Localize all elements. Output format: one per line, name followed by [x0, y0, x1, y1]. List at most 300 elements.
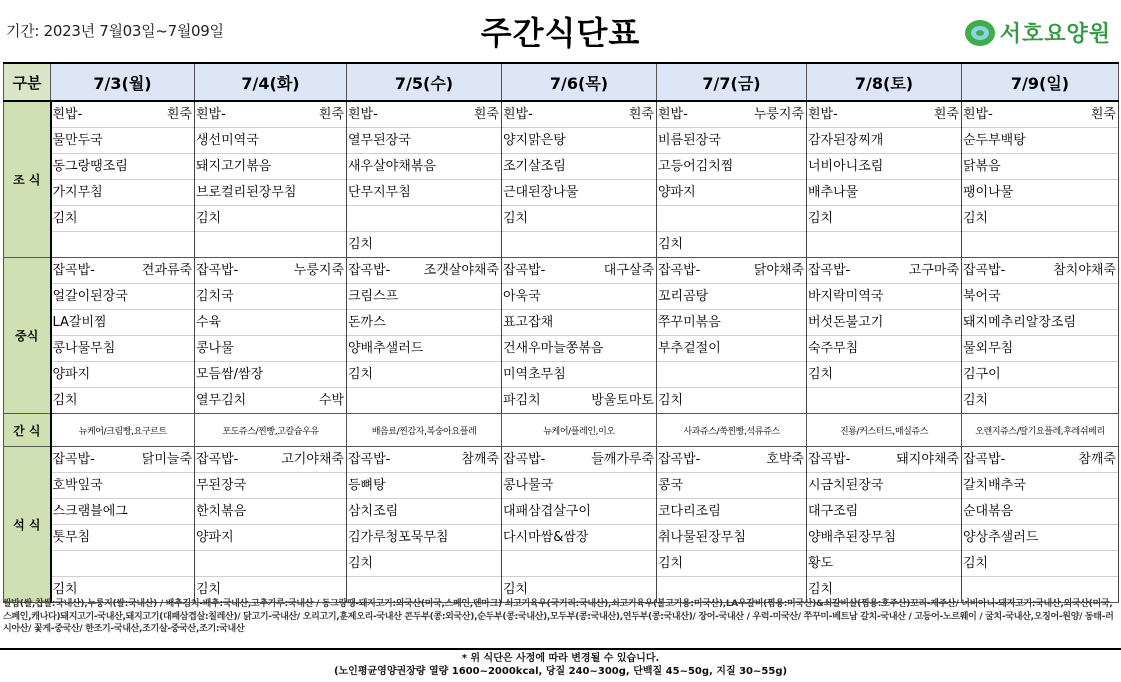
logo-icon [965, 20, 995, 46]
menu-item-name: 표고잡채 [503, 315, 554, 330]
menu-item-name: 생선미역국 [196, 133, 259, 148]
menu-item [657, 102, 806, 128]
menu-item-name: 양지맑은탕 [503, 133, 566, 148]
menu-cell [962, 447, 1119, 603]
menu-item-extra: 조갯살야채죽 [423, 263, 499, 278]
menu-item [347, 551, 501, 577]
menu-item-name: 김치 [503, 582, 529, 597]
menu-item-name: 호박잎국 [52, 478, 103, 493]
menu-item [657, 447, 806, 473]
meal-label: 간 식 [4, 414, 51, 447]
day-header: 7/8(토) [807, 63, 962, 101]
menu-item [807, 310, 961, 336]
menu-item [962, 128, 1118, 154]
menu-item [347, 258, 501, 284]
menu-body [4, 101, 1119, 603]
menu-item-extra: 호박죽 [766, 452, 804, 467]
menu-item-name: 돼지고기볶음 [196, 159, 272, 174]
meal-label: 중식 [4, 258, 51, 414]
menu-item-name: 숙주무침 [808, 341, 859, 356]
menu-item-name: 버섯돈불고기 [808, 315, 884, 330]
menu-item [347, 284, 501, 310]
menu-item-name: 닭볶음 [963, 159, 1001, 174]
menu-item-name: 양상추샐러드 [963, 530, 1039, 545]
menu-item-extra: 돼지야채죽 [896, 452, 959, 467]
menu-item [962, 336, 1118, 362]
menu-item-extra: 누룽지죽 [293, 263, 344, 278]
menu-item [962, 388, 1118, 413]
menu-item [502, 473, 656, 499]
menu-item [347, 388, 501, 413]
menu-item-extra: 흰죽 [933, 107, 959, 122]
menu-item [807, 284, 961, 310]
menu-item-name: 김치 [808, 211, 834, 226]
menu-item [962, 154, 1118, 180]
menu-item [807, 499, 961, 525]
menu-item-name: 한치볶음 [196, 504, 247, 519]
menu-item-extra: 닭야채죽 [753, 263, 804, 278]
menu-item [502, 180, 656, 206]
menu-cell [195, 101, 347, 258]
menu-item [657, 388, 806, 413]
menu-cell [347, 258, 502, 414]
menu-item-name: 브로컬리된장무침 [196, 185, 297, 200]
menu-item-name: 동그랑땡조림 [52, 159, 128, 174]
meal-label: 조 식 [4, 101, 51, 258]
menu-item-name: 코다리조림 [658, 504, 721, 519]
menu-item [807, 128, 961, 154]
menu-item-name: 김치 [52, 582, 78, 597]
menu-item [962, 206, 1118, 232]
menu-item [657, 284, 806, 310]
menu-cell [962, 258, 1119, 414]
menu-item [807, 258, 961, 284]
menu-item-name: 갈치배추국 [963, 478, 1026, 493]
menu-item-extra: 흰죽 [473, 107, 499, 122]
menu-item [195, 102, 346, 128]
menu-item-name: 비름된장국 [658, 133, 721, 148]
menu-cell [347, 447, 502, 603]
menu-item-name: 잡곡밥- [348, 452, 391, 467]
menu-item-name: 감자된장찌개 [808, 133, 884, 148]
menu-item-name: 쭈꾸미볶음 [658, 315, 721, 330]
menu-item-name: 다시마쌈&쌈장 [503, 530, 589, 545]
menu-item [502, 128, 656, 154]
menu-item [52, 284, 195, 310]
menu-item [195, 232, 346, 257]
menu-item-name: 콩나물무침 [52, 341, 116, 356]
menu-item [657, 473, 806, 499]
menu-item-name: 흰밥- [348, 107, 378, 122]
menu-item [962, 232, 1118, 257]
menu-item [807, 388, 961, 413]
menu-item [347, 154, 501, 180]
menu-item [657, 310, 806, 336]
menu-item-name: 가지무침 [52, 185, 103, 200]
menu-item [962, 310, 1118, 336]
menu-item [502, 154, 656, 180]
menu-item [195, 206, 346, 232]
menu-item-name: 대구조림 [808, 504, 859, 519]
menu-item [807, 551, 961, 577]
menu-item-name: 순대볶음 [963, 504, 1014, 519]
snack-cell: 오렌지쥬스/딸기요플레,후레쉬베리 [962, 414, 1119, 447]
logo [965, 17, 1111, 48]
menu-cell [502, 101, 657, 258]
menu-item-name: 김치 [348, 556, 374, 571]
menu-item [962, 284, 1118, 310]
menu-item-name: 아욱국 [503, 289, 541, 304]
menu-item [807, 447, 961, 473]
snack-cell: 뉴케어/플레인,이오 [502, 414, 657, 447]
menu-item [195, 525, 346, 551]
menu-item-name: 얼갈이된장국 [52, 289, 128, 304]
menu-item [347, 232, 501, 257]
menu-item-name: 잡곡밥- [196, 452, 239, 467]
menu-item [347, 499, 501, 525]
menu-item-name: 김치 [348, 237, 374, 252]
menu-cell [347, 101, 502, 258]
menu-item-name: 바지락미역국 [808, 289, 884, 304]
menu-item-name: 북어국 [963, 289, 1001, 304]
menu-item [195, 336, 346, 362]
menu-item-name: 흰밥- [963, 107, 993, 122]
menu-item-name: 김치 [658, 393, 684, 408]
menu-item-name: 양파지 [658, 185, 696, 200]
menu-cell [657, 258, 807, 414]
menu-item [347, 102, 501, 128]
menu-item [807, 102, 961, 128]
menu-item [195, 284, 346, 310]
menu-item-name: 잡곡밥- [52, 263, 95, 278]
menu-item-name: 순두부백탕 [963, 133, 1026, 148]
menu-item [52, 206, 195, 232]
menu-item-name: 김치 [963, 556, 989, 571]
menu-item-extra: 흰죽 [318, 107, 344, 122]
menu-item-name: 흰밥- [808, 107, 838, 122]
menu-item-name: 물만두국 [52, 133, 103, 148]
menu-item [502, 525, 656, 551]
menu-item-name: 김치 [348, 367, 374, 382]
menu-item-name: 김치 [808, 367, 834, 382]
menu-item-name: 김치 [963, 393, 989, 408]
menu-item-name: 김치 [658, 237, 684, 252]
menu-item [347, 336, 501, 362]
menu-item-name: 김치 [503, 211, 529, 226]
menu-item [52, 473, 195, 499]
menu-item-extra: 참깨죽 [461, 452, 499, 467]
menu-cell [657, 447, 807, 603]
menu-item-name: 김치 [196, 211, 222, 226]
menu-item-name: 잡곡밥- [348, 263, 391, 278]
menu-item-extra: 흰죽 [166, 107, 192, 122]
menu-item [195, 362, 346, 388]
menu-item [657, 154, 806, 180]
menu-item-extra: 견과류죽 [141, 263, 192, 278]
menu-item-name: 양배추된장무침 [808, 530, 896, 545]
menu-item-extra: 들깨가루죽 [591, 452, 654, 467]
menu-item-name: 돼지메추리알장조림 [963, 315, 1077, 330]
menu-item-name: 근대된장나물 [503, 185, 579, 200]
menu-item-name: 모듬쌈/쌈장 [196, 367, 264, 382]
menu-item [962, 473, 1118, 499]
menu-item [52, 102, 195, 128]
menu-item-name: 김치 [963, 211, 989, 226]
menu-item-name: 양파지 [196, 530, 234, 545]
menu-item-name: 배추나물 [808, 185, 859, 200]
menu-item [962, 551, 1118, 577]
menu-item [962, 258, 1118, 284]
menu-item-name: 흰밥- [658, 107, 688, 122]
menu-item-name: 미역초무침 [503, 367, 566, 382]
menu-item-name: 열무된장국 [348, 133, 411, 148]
menu-item [807, 232, 961, 257]
menu-item [195, 388, 346, 413]
menu-item-extra: 닭미늘죽 [141, 452, 192, 467]
day-header: 7/3(월) [51, 63, 195, 101]
menu-item [502, 388, 656, 413]
menu-item-name: 잡곡밥- [503, 452, 546, 467]
menu-item [807, 154, 961, 180]
menu-item-name: 흰밥- [503, 107, 533, 122]
menu-item-name: 흰밥- [196, 107, 226, 122]
menu-item-name: 건새우마늘쫑볶음 [503, 341, 604, 356]
menu-item-name: 김치국 [196, 289, 234, 304]
menu-item-name: 잡곡밥- [808, 452, 851, 467]
menu-item-extra: 흰죽 [1090, 107, 1116, 122]
menu-item [347, 206, 501, 232]
menu-item [962, 525, 1118, 551]
category-header: 구분 [4, 63, 51, 101]
menu-item [657, 232, 806, 257]
menu-item-name: 스크램블에그 [52, 504, 128, 519]
menu-item [195, 447, 346, 473]
meal-row [4, 258, 1119, 414]
menu-item [347, 362, 501, 388]
menu-item [347, 310, 501, 336]
menu-item [502, 499, 656, 525]
meal-row [4, 414, 1119, 447]
menu-item-name: 김치 [658, 556, 684, 571]
menu-item-name: 잡곡밥- [808, 263, 851, 278]
menu-item [52, 336, 195, 362]
menu-cell [502, 447, 657, 603]
menu-item-name: 무된장국 [196, 478, 247, 493]
menu-item-name: 삼치조림 [348, 504, 399, 519]
menu-item-extra: 수박 [318, 393, 344, 408]
menu-item-extra: 누룽지죽 [753, 107, 804, 122]
page-title: 주간식단표 [480, 14, 641, 52]
menu-cell [195, 447, 347, 603]
menu-item [962, 447, 1118, 473]
menu-item-name: 톳무침 [52, 530, 91, 545]
notes [0, 648, 1121, 678]
menu-item-name: 잡곡밥- [503, 263, 546, 278]
meal-label: 석 식 [4, 447, 51, 603]
menu-item-extra: 흰죽 [628, 107, 654, 122]
menu-item [657, 499, 806, 525]
menu-cell [807, 258, 962, 414]
menu-item-name: 단무지무침 [348, 185, 411, 200]
menu-item [195, 180, 346, 206]
menu-item [502, 447, 656, 473]
change-notice: * 위 식단은 사정에 따라 변경될 수 있습니다. [461, 653, 660, 664]
menu-item-extra: 대구살죽 [603, 263, 654, 278]
menu-item [195, 473, 346, 499]
meal-row [4, 101, 1119, 258]
menu-item-name: 꼬리곰탕 [658, 289, 709, 304]
menu-item [502, 362, 656, 388]
menu-item [807, 336, 961, 362]
menu-item [657, 128, 806, 154]
menu-item [195, 258, 346, 284]
menu-item-name: 대패삼겹살구이 [503, 504, 591, 519]
menu-item-extra: 참깨죽 [1078, 452, 1116, 467]
menu-item-extra: 고기야채죽 [281, 452, 344, 467]
snack-cell: 진룡/커스터드,매실쥬스 [807, 414, 962, 447]
logo-text: 서호요양원 [999, 22, 1111, 47]
menu-item [657, 180, 806, 206]
menu-item [347, 525, 501, 551]
menu-item [502, 102, 656, 128]
menu-item [502, 336, 656, 362]
menu-item-name: 물외무침 [963, 341, 1014, 356]
day-header: 7/5(수) [347, 63, 502, 101]
day-header: 7/6(목) [502, 63, 657, 101]
day-header: 7/9(일) [962, 63, 1119, 101]
menu-item-name: 양파지 [52, 367, 91, 382]
menu-item [807, 525, 961, 551]
menu-cell [657, 101, 807, 258]
menu-item [52, 551, 195, 577]
menu-item-name: 황도 [808, 556, 834, 571]
menu-item-name: 콩국 [658, 478, 684, 493]
menu-item-name: 열무김치 [196, 393, 247, 408]
menu-item [52, 154, 195, 180]
menu-item [502, 551, 656, 577]
menu-cell [807, 101, 962, 258]
menu-item [657, 206, 806, 232]
menu-item [347, 447, 501, 473]
menu-cell [962, 101, 1119, 258]
menu-item [52, 388, 195, 413]
menu-item [52, 258, 195, 284]
menu-item [52, 525, 195, 551]
menu-item [502, 258, 656, 284]
weekly-menu-table [3, 62, 1119, 603]
origin-info: 쌀밥(쌀,찹쌀:국내산),누룽지(쌀:국내산) / 배추김치-배추:국내산,고추가루:국내산 / 동그랑땡-돼지고기:외국산(미국,스페인,덴마크) 쇠고기육우(국거리:국내산),쇠고기육우(불고기용:미국산),LA우갈비(찜용:미국산)&쇠갈비살(찜용:호주산)꼬리-제주산/ 너비아니-돼지고기:국내산,외국산(미국,스페인,캐나다)돼지고기-국내산,돼지고기(대패삼겹살:칠레산)/ 닭고기-국내산/ 오리고기,훈제오리-국내산 콘두부(콩:외국산),순두부(콩:국내산),모두부(콩:국내산),연두부(콩:국내산)/ 장어-국내산 / 우럭-미국산/ 쭈꾸미-베트남 갈치-국내산 / 고등어-노르웨이 / 굴치-국내산,오징어-원양/ 동태-러시아산/ 꽃게-중국산/ 한조기-국내산,조기살-중국산,조기:국내산 [3, 599, 1114, 634]
menu-item-name: 흰밥- [52, 107, 83, 122]
menu-item [807, 473, 961, 499]
meal-row [4, 447, 1119, 603]
menu-item-name: 파김치 [503, 393, 541, 408]
menu-item-name: 시금치된장국 [808, 478, 884, 493]
menu-item [52, 362, 195, 388]
day-header: 7/7(금) [657, 63, 807, 101]
menu-item [502, 310, 656, 336]
menu-item [52, 447, 195, 473]
snack-cell: 포도쥬스/찐빵,고칼슘우유 [195, 414, 347, 447]
menu-item [52, 499, 195, 525]
menu-item-name: 새우살야채볶음 [348, 159, 436, 174]
menu-item-extra: 참치야채죽 [1053, 263, 1116, 278]
menu-item-name: 등뼈탕 [348, 478, 386, 493]
menu-item-name: 부추겉절이 [658, 341, 721, 356]
menu-item [657, 525, 806, 551]
day-header-row [4, 63, 1119, 101]
day-header: 7/4(화) [195, 63, 347, 101]
menu-item-name: 돈까스 [348, 315, 386, 330]
snack-cell: 사과쥬스/쑥찐빵,석류쥬스 [657, 414, 807, 447]
menu-item-name: 잡곡밥- [963, 263, 1006, 278]
menu-cell [51, 258, 195, 414]
menu-item [52, 180, 195, 206]
menu-item [962, 102, 1118, 128]
menu-item [657, 362, 806, 388]
menu-item-name: 너비아니조림 [808, 159, 884, 174]
menu-cell [51, 447, 195, 603]
menu-cell [807, 447, 962, 603]
header [0, 0, 1121, 62]
menu-item-name: 크림스프 [348, 289, 399, 304]
menu-item [962, 362, 1118, 388]
snack-cell: 뉴케어/크림빵,요구르트 [51, 414, 195, 447]
menu-item [195, 128, 346, 154]
menu-item [657, 336, 806, 362]
menu-item-name: LA갈비찜 [52, 315, 107, 330]
menu-item [52, 310, 195, 336]
menu-item-name: 콩나물 [196, 341, 234, 356]
menu-item-name: 김치 [52, 211, 78, 226]
menu-item-name: 잡곡밥- [963, 452, 1006, 467]
menu-item-name: 잡곡밥- [52, 452, 95, 467]
menu-item [962, 499, 1118, 525]
menu-item [195, 310, 346, 336]
menu-cell [195, 258, 347, 414]
menu-item-name: 콩나물국 [503, 478, 554, 493]
menu-item-name: 팽이나물 [963, 185, 1014, 200]
menu-item-name: 취나물된장무침 [658, 530, 746, 545]
menu-item [347, 180, 501, 206]
menu-item [195, 499, 346, 525]
menu-item [807, 362, 961, 388]
menu-item-extra: 고구마죽 [908, 263, 959, 278]
menu-item-name: 양배추샐러드 [348, 341, 424, 356]
menu-item [807, 180, 961, 206]
menu-cell [51, 101, 195, 258]
nutrition-guideline: (노인평균영양권장량 열량 1600~2000kcal, 당질 240~300g, 단백질 45~50g, 지질 30~55g) [333, 666, 788, 677]
menu-cell [502, 258, 657, 414]
menu-item-name: 수육 [196, 315, 222, 330]
menu-item [962, 180, 1118, 206]
menu-item-name: 김가루청포묵무침 [348, 530, 449, 545]
menu-item [502, 284, 656, 310]
menu-item [657, 551, 806, 577]
menu-item-extra: 방울토마토 [591, 393, 654, 408]
menu-item-name: 김구이 [963, 367, 1001, 382]
menu-item [52, 232, 195, 257]
menu-period: 기간: 2023년 7월03일~7월09일 [6, 22, 224, 40]
menu-item-name: 잡곡밥- [658, 452, 701, 467]
menu-item-name: 조기살조림 [503, 159, 566, 174]
menu-item [195, 551, 346, 577]
menu-item-name: 잡곡밥- [658, 263, 701, 278]
snack-cell: 배음료/찐감자,복숭아요플레 [347, 414, 502, 447]
menu-item [502, 232, 656, 257]
menu-item [347, 128, 501, 154]
menu-item-name: 김치 [808, 582, 834, 597]
menu-item [502, 206, 656, 232]
